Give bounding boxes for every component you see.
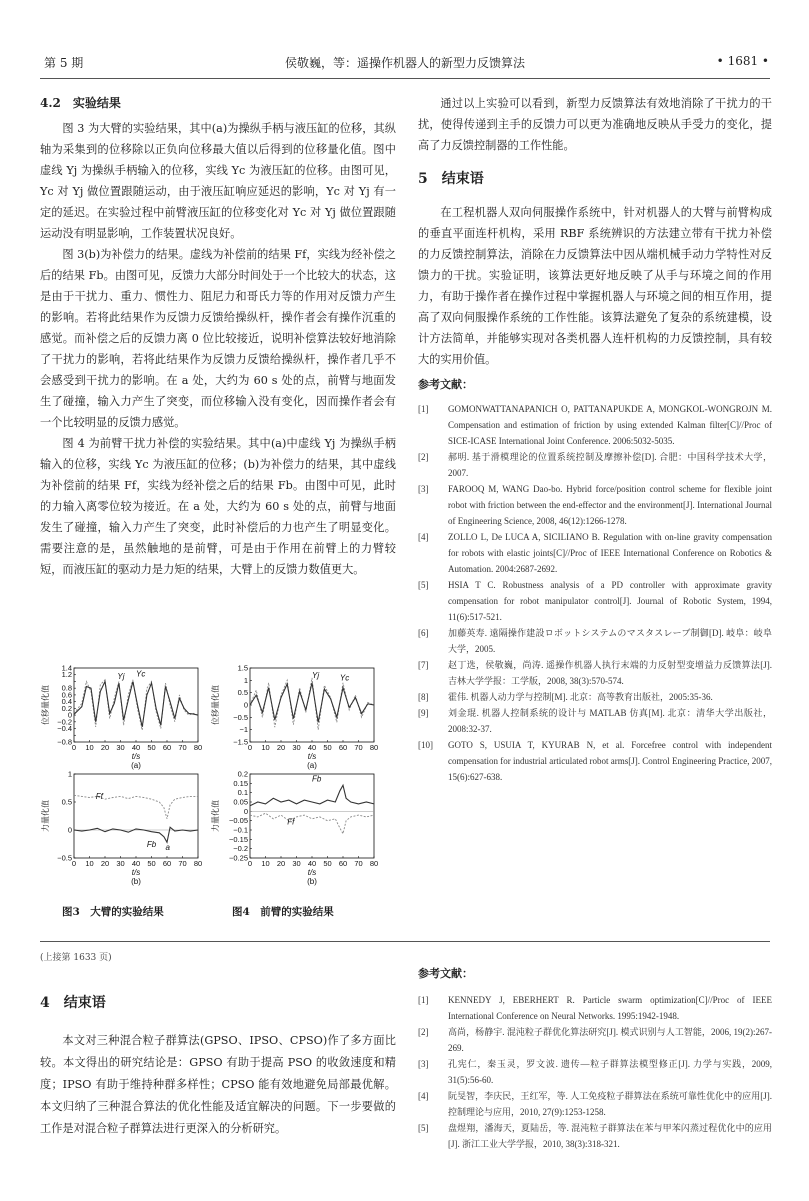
reference-number: [8]	[418, 692, 429, 702]
reference-text: 霍伟. 机器人动力学与控制[M]. 北京：高等教育出版社，2005:35-36.	[448, 692, 713, 702]
x-tick-label: 80	[193, 859, 203, 868]
reference-number: [10]	[418, 740, 433, 750]
curve-label: Yj	[312, 670, 320, 680]
reference-number: [5]	[418, 1123, 429, 1133]
y-tick-label: −0.8	[57, 737, 72, 747]
x-tick-label: 20	[100, 743, 110, 752]
x-axis-label: t/s	[307, 868, 317, 877]
curve-label: Yc	[339, 673, 350, 683]
x-tick-label: 80	[193, 743, 203, 752]
x-tick-label: 10	[261, 743, 270, 752]
y-tick-label: −0.5	[233, 712, 248, 722]
sub-caption: (a)	[131, 761, 141, 770]
x-tick-label: 0	[247, 743, 253, 752]
x-tick-label: 10	[85, 743, 94, 752]
y-axis-label: 位移量化值	[41, 685, 50, 725]
reference-text: HSIA T C. Robustness analysis of a PD controller with approximate gravity compensation for robot manipulator control[J]. Journal of Robotic System, 1994, 11(6):517-521.	[448, 580, 772, 622]
reference-number: [9]	[418, 708, 429, 718]
plot-frame	[74, 774, 198, 858]
reference-text: 刘金琨. 机器人控制系统的设计与 MATLAB 仿真[M]. 北京：清华大学出版社，2008:32-37.	[448, 708, 772, 734]
reference-item	[418, 481, 772, 529]
y-tick-label: 0.15	[233, 778, 248, 788]
x-tick-label: 50	[147, 859, 156, 868]
y-tick-label: −1	[239, 725, 248, 735]
reference-number: [2]	[418, 452, 429, 462]
x-tick-label: 10	[85, 859, 94, 868]
x-tick-label: 0	[247, 859, 253, 868]
reference-item	[418, 1024, 772, 1056]
x-tick-label: 50	[323, 743, 332, 752]
x-tick-label: 70	[178, 743, 187, 752]
y-tick-label: 0.6	[61, 690, 72, 700]
reference-item	[418, 1056, 772, 1088]
reference-item	[418, 689, 772, 705]
x-tick-label: 60	[338, 859, 348, 868]
reference-number: [3]	[418, 484, 429, 494]
y-tick-label: −0.2	[57, 717, 72, 727]
reference-item	[418, 705, 772, 737]
curve-label: Yc	[136, 669, 146, 679]
curve-label: Fb	[146, 839, 157, 849]
x-tick-label: 0	[71, 859, 77, 868]
y-tick-label: 1.4	[61, 664, 72, 673]
references-title: 参考文献：	[418, 967, 473, 980]
x-tick-label: 30	[292, 859, 301, 868]
reference-text: 阮旻智，李庆民，王红军，等. 人工免疫粒子群算法在系统可靠性优化中的应用[J]. 控制理论与应用，2010, 27(9):1253-1258.	[448, 1091, 772, 1117]
fig3a-plot	[40, 664, 210, 770]
reference-text: GOTO S, USUIA T, KYURAB N, et al. Forcefree control with independent compensation for industrial articulated robot arms[J]. Control Engineering Practice, 2007, 15(6):627-638.	[448, 740, 772, 782]
reference-text: 加藤英寿. 遠隔操作建設ロボットシステムのマスタスレーブ制御[D]. 岐阜：岐阜大学，2005.	[448, 628, 772, 654]
reference-number: [1]	[418, 995, 429, 1005]
reference-item	[418, 1088, 772, 1120]
paragraph: 在工程机器人双向伺服操作系统中，针对机器人的大臂与前臂构成的垂直平面连杆机构，采用 RBF 系统辨识的方法建立带有干扰力补偿的力反馈控制算法，消除在力反馈算法中因从端机械手动力学特性对反馈力的干扰。实验证明，该算法更好地反映了从手与环境之间的作用力，有助于操作者在操作过程中掌握机器人与环境之间的相互作用，提高了双向伺服操作系统的工作性能。该算法避免了复杂的系统建模，设计方法简单，并能够实现对各类机器人连杆机构的力反馈控制，具有较大的实用价值。	[418, 206, 772, 366]
y-tick-label: 1	[67, 770, 72, 779]
curve-label: Fb	[312, 774, 322, 784]
reference-text: KENNEDY J, EBERHERT R. Particle swarm optimization[C]//Proc of IEEE International Conference on Neural Networks. 1995:1942-1948.	[448, 995, 772, 1021]
section-heading-4: 4 结束语	[40, 995, 106, 1011]
y-axis-label: 力量化值	[211, 800, 220, 832]
reference-item	[418, 529, 772, 577]
series-line-ff	[74, 795, 198, 819]
reference-item	[418, 657, 772, 689]
fig4a-plot	[210, 664, 390, 770]
x-tick-label: 70	[354, 743, 363, 752]
page-number: • 1681 •	[716, 54, 769, 68]
issue-number: 第 5 期	[44, 56, 84, 70]
x-tick-label: 20	[276, 859, 286, 868]
series-line-fb	[250, 785, 374, 806]
x-tick-label: 40	[307, 859, 317, 868]
y-tick-label: 0.2	[237, 770, 248, 779]
x-tick-label: 0	[71, 743, 77, 752]
reference-number: [4]	[418, 1091, 429, 1101]
reference-item	[418, 1120, 772, 1152]
y-tick-label: 0.8	[61, 683, 72, 693]
y-tick-label: 0.1	[237, 788, 248, 798]
reference-number: [4]	[418, 532, 429, 542]
paragraph: 图 3(b)为补偿力的结果。虚线为补偿前的结果 Ff，实线为经补偿之后的结果 Fb。由图可见，反馈力大部分时间处于一个比较大的状态，这是由于干扰力、重力、惯性力、阻尼力和哥氏力等的作用对反馈力产生的影响。若将此结果作为反馈力反馈给操纵杆，操作者会有操作沉重的感觉。而补偿之后的反馈力离 0 位比较接近，说明补偿算法较好地消除了干扰力的影响，若将此结果作为反馈力反馈给操纵杆，操作者几乎不会感受到干扰力的影响。在 a 处，大约为 60 s 处的点，前臂与地面发生了碰撞，输入力产生了突变，而位移输入没有变化，因而操作者会有一个比较明显的反馈力感觉。	[40, 248, 396, 429]
sub-caption: (a)	[307, 761, 317, 770]
y-tick-label: −0.25	[229, 853, 248, 863]
y-tick-label: 0.2	[61, 703, 72, 713]
y-tick-label: 1.2	[61, 670, 72, 680]
fig3b-svg	[40, 770, 210, 886]
bottom-left-column	[40, 948, 396, 1140]
y-tick-label: 0.5	[237, 688, 248, 698]
y-axis-label: 力量化值	[41, 800, 50, 832]
y-tick-label: 0.4	[61, 697, 72, 707]
x-tick-label: 10	[261, 859, 270, 868]
y-tick-label: 1.5	[237, 664, 248, 673]
series-line-yc	[74, 682, 198, 727]
reference-text: GOMONWATTANAPANICH O, PATTANAPUKDE A, MONGKOL-WONGROJN M. Compensation and estimation of friction by using extended Kalman filter[C]//Proc of SICE-ICASE International Joint Conference. 2006:5032-5035.	[448, 404, 772, 446]
x-tick-label: 30	[116, 859, 125, 868]
section-divider	[40, 941, 770, 942]
x-tick-label: 60	[162, 859, 172, 868]
series-line-yc	[250, 683, 374, 723]
reference-number: [1]	[418, 404, 429, 414]
fig4b-plot	[210, 770, 390, 886]
reference-text: 孔宪仁，秦玉灵，罗文波. 遗传—粒子群算法模型修正[J]. 力学与实践，2009, 31(5):56-60.	[448, 1059, 772, 1085]
y-tick-label: 0	[67, 825, 72, 835]
y-tick-label: 0.05	[233, 797, 248, 807]
series-line-fb	[74, 827, 198, 842]
header-rule	[40, 78, 770, 79]
x-tick-label: 50	[147, 743, 156, 752]
fig3a-svg	[40, 664, 210, 770]
y-axis-label: 位移量化值	[211, 685, 220, 725]
paragraph: 通过以上实验可以看到，新型力反馈算法有效地消除了干扰力的干扰，使得传递到主手的反馈力可以更为准确地反映从手受力的变化，提高了力反馈控制器的工作性能。	[418, 97, 772, 152]
paragraph: 本文对三种混合粒子群算法(GPSO、IPSO、CPSO)作了多方面比较。本文得出的研究结论是：GPSO 有助于提高 PSO 的收敛速度和精度；IPSO 有助于维持种群多样性；CPSO 能有效地避免局部最优解。本文归纳了三种混合算法的优化性能及适宜解决的问题。下一步要做的工作是对混合粒子群算法进行更深入的分析研究。	[40, 1034, 396, 1135]
y-tick-label: −0.1	[233, 825, 248, 835]
x-axis-label: t/s	[131, 752, 141, 761]
x-axis-label: t/s	[131, 868, 141, 877]
sub-caption: (b)	[307, 877, 317, 886]
reference-item	[418, 625, 772, 657]
y-tick-label: −0.4	[57, 724, 72, 734]
curve-label: Ff	[287, 817, 295, 827]
curve-label: Ff	[95, 792, 103, 802]
reference-text: 高尚，杨静宇. 混沌粒子群优化算法研究[J]. 模式识别与人工智能，2006, 19(2):267-269.	[448, 1027, 772, 1053]
reference-number: [6]	[418, 628, 429, 638]
x-tick-label: 60	[162, 743, 172, 752]
reference-text: 盘煜翔，潘海天，夏陆岳，等. 混沌粒子群算法在苯与甲苯闪蒸过程优化中的应用[J]. 浙江工业大学学报，2010, 38(3):318-321.	[448, 1123, 772, 1149]
y-tick-label: 0	[243, 700, 248, 710]
x-tick-label: 40	[131, 743, 141, 752]
y-tick-label: 1	[243, 675, 248, 685]
x-axis-label: t/s	[307, 752, 317, 761]
running-title: 侯敬巍，等：遥操作机器人的新型力反馈算法	[284, 56, 525, 70]
fig3b-plot	[40, 770, 210, 886]
reference-number: [2]	[418, 1027, 429, 1037]
reference-item	[418, 737, 772, 785]
reference-number: [5]	[418, 580, 429, 590]
y-tick-label: −0.2	[233, 844, 248, 854]
y-tick-label: −1.5	[233, 737, 248, 747]
y-tick-label: 0	[243, 806, 248, 816]
fig4-caption: 图4 前臂的实验结果	[232, 906, 334, 918]
x-tick-label: 40	[307, 743, 317, 752]
sub-caption: (b)	[131, 877, 141, 886]
reference-item	[418, 449, 772, 481]
reference-list	[418, 401, 772, 785]
x-tick-label: 30	[116, 743, 125, 752]
series-line-ff	[250, 813, 374, 834]
paragraph: 图 3 为大臂的实验结果，其中(a)为操纵手柄与液压缸的位移，其纵轴为采集到的位移除以正负向位移最大值以后得到的位移量化值。图中虚线 Yj 为操纵手柄输入的位移，实线 Yc 为液压缸的位移。由图可见，Yc 对 Yj 做位置跟随运动，由于液压缸响应延迟的影响，Yc 对 Yj 有一定的延迟。在实验过程中前臂液压缸的位移变化对 Yc 对 Yj 做位置跟随运动没有明显影响，工作装置状况良好。	[40, 122, 396, 240]
continued-note: (上接第 1633 页)	[40, 953, 112, 963]
reference-number: [3]	[418, 1059, 429, 1069]
x-tick-label: 80	[369, 743, 379, 752]
reference-item	[418, 577, 772, 625]
x-tick-label: 60	[338, 743, 348, 752]
y-tick-label: −0.5	[57, 853, 72, 863]
section-heading-4-2: 4.2 实验结果	[40, 96, 121, 110]
x-tick-label: 30	[292, 743, 301, 752]
right-column	[418, 93, 772, 785]
x-tick-label: 70	[178, 859, 187, 868]
left-column	[40, 93, 396, 580]
bottom-right-column	[418, 963, 772, 1152]
x-tick-label: 20	[100, 859, 110, 868]
reference-number: [7]	[418, 660, 429, 670]
x-tick-label: 20	[276, 743, 286, 752]
section-heading-5: 5 结束语	[418, 171, 484, 187]
x-tick-label: 40	[131, 859, 141, 868]
y-tick-label: 0.5	[61, 797, 72, 807]
paragraph: 图 4 为前臂干扰力补偿的实验结果。其中(a)中虚线 Yj 为操纵手柄输入的位移，实线 Yc 为液压缸的位移；(b)为补偿力的结果，其中虚线为补偿前的结果 Ff，实线为经补偿之后的结果 Fb。由图中可见，此时的力输入离零位较为接近。在 a 处，大约为 60 s 处的点，前臂与地面发生了碰撞，输入力产生了突变，此时补偿后的力也产生了明显变化。需要注意的是，虽然触地的是前臂，可是由于作用在前臂上的力臂较短，而液压缸的驱动力是力矩的结果，大臂上的反馈力数值更大。	[40, 437, 396, 576]
reference-item	[418, 401, 772, 449]
x-tick-label: 80	[369, 859, 379, 868]
x-tick-label: 50	[323, 859, 332, 868]
x-tick-label: 70	[354, 859, 363, 868]
reference-list	[418, 992, 772, 1152]
reference-text: 赵丁选，侯敬巍，尚涛. 遥操作机器人执行末端的力反射型变增益力反馈算法[J]. 吉林大学学报：工学版，2008, 38(3):570-574.	[448, 660, 772, 686]
series-line-yj	[74, 680, 198, 730]
reference-text: 郝明. 基于滑模理论的位置系统控制及摩擦补偿[D]. 合肥：中国科学技术大学，2007.	[448, 452, 772, 478]
y-tick-label: −0.05	[229, 816, 248, 826]
reference-text: FAROOQ M, WANG Dao-bo. Hybrid force/position control scheme for flexible joint robot with friction between the end-effector and the environment[J]. International Journal of Engineering Science, 2008, 46(12):1266-1278.	[448, 484, 772, 526]
y-tick-label: 0	[67, 710, 72, 720]
reference-item	[418, 992, 772, 1024]
curve-label: Yj	[117, 671, 125, 681]
reference-text: ZOLLO L, De LUCA A, SICILIANO B. Regulation with on-line gravity compensation for robots with elastic joints[C]//Proc of IEEE International Conference on Robotics & Automation. 2004:2687-2692.	[448, 532, 772, 574]
fig4b-svg	[210, 770, 390, 886]
curve-label: a	[165, 843, 170, 853]
fig4a-svg	[210, 664, 390, 770]
y-tick-label: −0.15	[229, 834, 248, 844]
fig3-caption: 图3 大臂的实验结果	[62, 906, 164, 918]
references-title: 参考文献：	[418, 378, 473, 391]
